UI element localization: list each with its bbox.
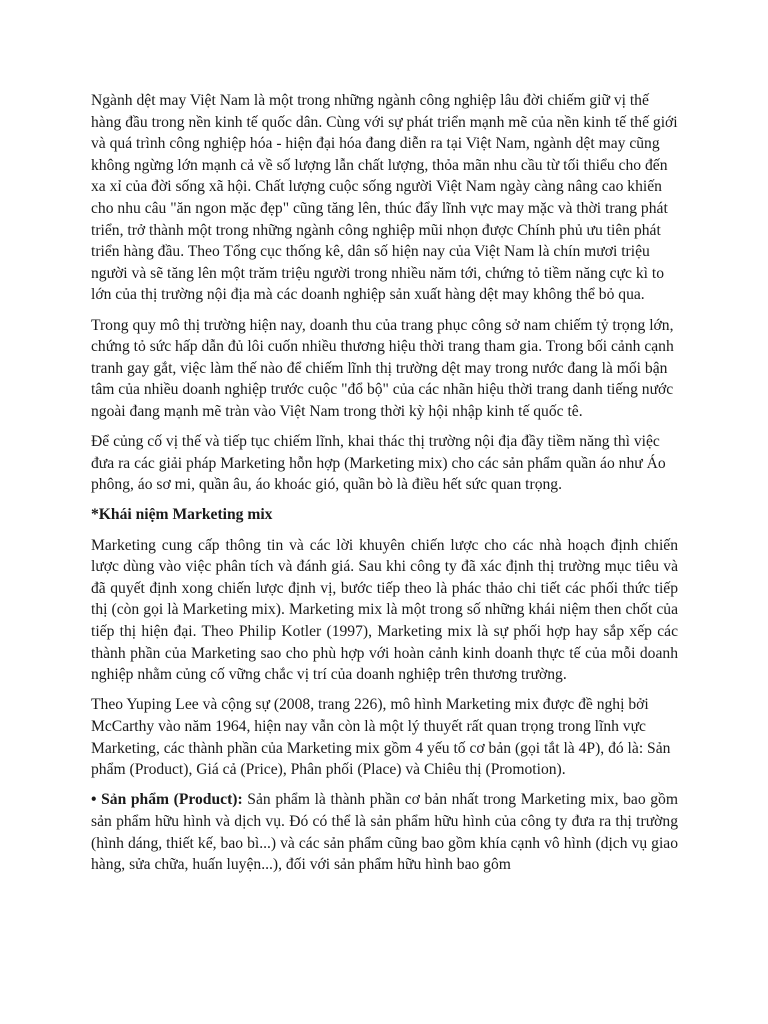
paragraph-market: Trong quy mô thị trường hiện nay, doanh thu của trang phục công sở nam chiếm tỷ trọng lớn, chứng tỏ sức hấp dẫn đủ lôi cuốn nhiều thương hiệu thời trang tham gia. Trong bối cảnh cạnh tranh gay gắt, việc làm thế nào để chiếm lĩnh thị trường dệt may trong nước đang là mối bận tâm của nhiều doanh nghiệp trước cuộc "đổ bộ" của các nhãn hiệu thời trang danh tiếng nước ngoài đang mạnh mẽ tràn vào Việt Nam trong thời kỳ hội nhập kinh tế quốc tê.: [91, 316, 674, 420]
paragraph-intro: Ngành dệt may Việt Nam là một trong những ngành công nghiệp lâu đời chiếm giữ vị thế hàng đầu trong nền kinh tế quốc dân. Cùng với sự phát triển mạnh mẽ của nền kinh tế thế giới và quá trình công nghiệp hóa - hiện đại hóa đang diễn ra tại Việt Nam, ngành dệt may cũng không ngừng lớn mạnh cả về số lượng lẫn chất lượng, thỏa mãn nhu cầu từ tối thiểu cho đến xa xỉ của đời sống xã hội. Chất lượng cuộc sống người Việt Nam ngày càng nâng cao khiến cho nhu câu "ăn ngon mặc đẹp" cũng tăng lên, thúc đẩy lĩnh vực may mặc và thời trang phát triển, trở thành một trong những ngành công nghiệp mũi nhọn được Chính phủ ưu tiên phát triển hàng đầu. Theo Tổng cục thống kê, dân số hiện nay của Việt Nam là chín mươi triệu người và sẽ tăng lên một trăm triệu người trong nhiều năm tới, chứng tỏ tiềm năng cực kì to lớn của thị trường nội địa mà các doanh nghiệp sản xuất hàng dệt may không thể bỏ qua.: [91, 92, 678, 304]
paragraph-4p-model: Theo Yuping Lee và cộng sự (2008, trang 226), mô hình Marketing mix được đề nghị bởi McCarthy vào năm 1964, hiện nay vẫn còn là một lý thuyết rất quan trọng trong lĩnh vực Marketing, các thành phần của Marketing mix gồm 4 yếu tố cơ bản (gọi tắt là 4P), đó là: Sản phẩm (Product), Giá cả (Price), Phân phối (Place) và Chiêu thị (Promotion).: [91, 696, 671, 779]
paragraph-marketing-concept: Marketing cung cấp thông tin và các lời khuyên chiến lược cho các nhà hoạch định chiến lược dùng vào việc phân tích và đánh giá. Sau khi công ty đã xác định thị trường mục tiêu và đã quyết định xong chiến lược định vị, bước tiếp theo là phác thảo chi tiết các phối thức tiếp thị (còn gọi là Marketing mix). Marketing mix là một trong số những khái niệm then chốt của tiếp thị hiện đại. Theo Philip Kotler (1997), Marketing mix là sự phối hợp hay sắp xếp các thành phần của Marketing sao cho phù hợp với hoàn cảnh kinh doanh thực tế của mỗi doanh nghiệp nhằm củng cố vững chắc vị trí của doanh nghiệp trên thương trường.: [91, 536, 678, 684]
paragraph-position: Để củng cố vị thế và tiếp tục chiếm lĩnh, khai thác thị trường nội địa đầy tiềm năng thì việc đưa ra các giải pháp Marketing hỗn hợp (Marketing mix) cho các sản phẩm quần áo như Áo phông, áo sơ mi, quần âu, áo khoác gió, quần bò là điều hết sức quan trọng.: [91, 433, 666, 494]
paragraph-product: [91, 789, 678, 875]
product-lead: • Sản phẩm (Product):: [91, 791, 243, 809]
document-page: [91, 90, 678, 884]
section-heading: *Khái niệm Marketing mix: [91, 506, 273, 524]
product-text: Sản phẩm là thành phần cơ bản nhất trong Marketing mix, bao gồm sản phẩm hữu hình và dịch vụ. Đó có thể là sản phẩm hữu hình của công ty đưa ra thị trường (hình dáng, thiết kế, bao bì...) và các sản phẩm cũng bao gồm khía cạnh vô hình (dịch vụ giao hàng, sửa chữa, huấn luyện...), đối với sản phẩm hữu hình bao gôm: [91, 791, 678, 874]
